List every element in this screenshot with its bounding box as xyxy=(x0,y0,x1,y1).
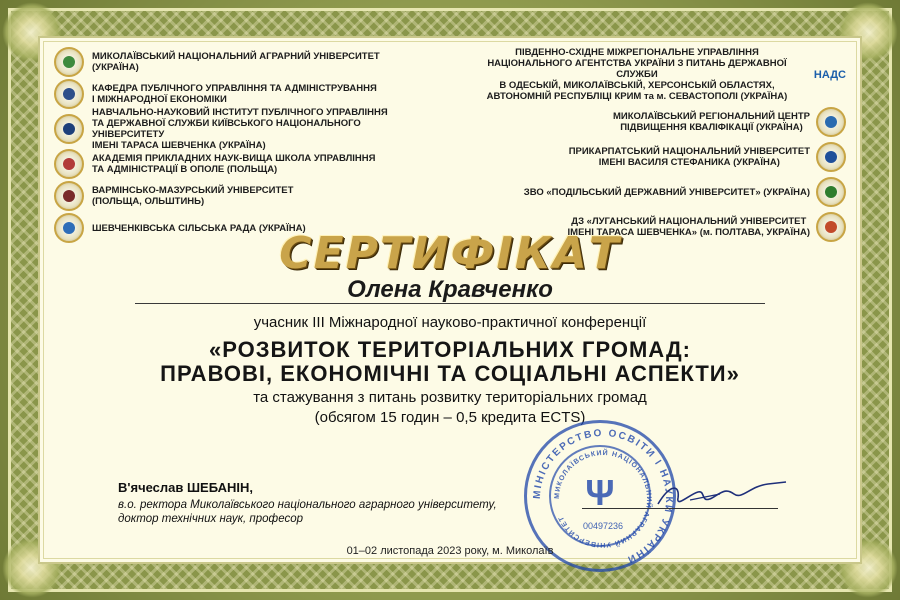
certificate-title: СЕРТИФІКАТ xyxy=(279,228,621,279)
department-logo-icon xyxy=(54,79,84,109)
signer-name: В'ячеслав ШЕБАНІН, xyxy=(118,480,253,495)
internship-text: та стажування з питань розвитку територіальних громад xyxy=(253,389,647,406)
org-name: ШЕВЧЕНКІВСЬКА СІЛЬСЬКА РАДА (УКРАЇНА) xyxy=(92,222,306,234)
org-name: ДЗ «ЛУГАНСЬКИЙ НАЦІОНАЛЬНИЙ УНІВЕРСИТЕТ ІМЕНІ ТАРАСА ШЕВЧЕНКА» (м. ПОЛТАВА, УКРАЇНА) xyxy=(567,216,810,238)
org-item xyxy=(466,47,846,102)
org-item xyxy=(54,107,414,151)
org-name: МИКОЛАЇВСЬКИЙ РЕГІОНАЛЬНИЙ ЦЕНТР ПІДВИЩЕННЯ КВАЛІФІКАЦІЇ (УКРАЇНА) xyxy=(613,111,810,133)
org-item xyxy=(54,47,414,77)
left-organizations xyxy=(54,47,414,245)
university-logo-icon xyxy=(816,142,846,172)
org-name: АКАДЕМІЯ ПРИКЛАДНИХ НАУК-ВИЩА ШКОЛА УПРАВЛІННЯ ТА АДМІНІСТРАЦІЇ В ОПОЛЕ (ПОЛЬЩА) xyxy=(92,153,376,175)
org-name: ВАРМІНСЬКО-МАЗУРСЬКИЙ УНІВЕРСИТЕТ (ПОЛЬЩА, ОЛЬШТИНЬ) xyxy=(92,185,294,207)
org-name: МИКОЛАЇВСЬКИЙ НАЦІОНАЛЬНИЙ АГРАРНИЙ УНІВЕРСИТЕТ (УКРАЇНА) xyxy=(92,51,380,73)
org-item xyxy=(54,149,414,179)
hours-text: (обсягом 15 годин – 0,5 кредита ECTS) xyxy=(314,409,586,426)
org-item xyxy=(54,181,414,211)
academy-logo-icon xyxy=(54,149,84,179)
org-name: ПІВДЕННО-СХІДНЕ МІЖРЕГІОНАЛЬНЕ УПРАВЛІННЯ НАЦІОНАЛЬНОГО АГЕНТСТВА УКРАЇНИ З ПИТАНЬ ДЕРЖАВНОЇ СЛУЖБИ В ОДЕСЬКІЙ, МИКОЛАЇВСЬКІЙ, ХЕРСОНСЬКІЙ ОБЛАСТЯХ, АВТОНОМНІЙ РЕСПУБЛІЦІ КРИМ та м. СЕВАСТОПОЛІ (УКРАЇНА) xyxy=(486,47,788,102)
org-name: КАФЕДРА ПУБЛІЧНОГО УПРАВЛІННЯ ТА АДМІНІСТРУВАННЯ І МІЖНАРОДНОЇ ЕКОНОМІКИ xyxy=(92,83,377,105)
university-crest-icon xyxy=(54,181,84,211)
university-crest-icon xyxy=(816,177,846,207)
signer-role: в.о. ректора Миколаївського національного аграрного університету, доктор технічних наук, професор xyxy=(118,499,497,525)
signer-block xyxy=(118,480,538,526)
name-underline xyxy=(135,303,765,304)
nads-logo-icon: НАДС xyxy=(813,68,846,81)
trident-icon: Ψ xyxy=(585,472,615,514)
org-item xyxy=(54,79,414,109)
right-organizations xyxy=(466,47,846,247)
signature-line xyxy=(582,508,778,509)
org-name: НАВЧАЛЬНО-НАУКОВИЙ ІНСТИТУТ ПУБЛІЧНОГО УПРАВЛІННЯ ТА ДЕРЖАВНОЇ СЛУЖБИ КИЇВСЬКОГО НАЦІОНАЛЬНОГО УНІВЕРСИТЕТУ ІМЕНІ ТАРАСА ШЕВЧЕНКА (УКРАЇНА) xyxy=(92,107,388,151)
org-item xyxy=(466,107,846,137)
recipient-name: Олена Кравченко xyxy=(347,276,553,303)
regional-center-logo-icon xyxy=(816,107,846,137)
org-item xyxy=(466,142,846,172)
university-logo-icon xyxy=(54,47,84,77)
org-item xyxy=(466,177,846,207)
institute-logo-icon xyxy=(54,114,84,144)
stamp-outer-text: МІНІСТЕРСТВО ОСВІТИ І НАУКИ УКРАЇНИ xyxy=(531,427,675,566)
org-name: ЗВО «ПОДІЛЬСЬКИЙ ДЕРЖАВНИЙ УНІВЕРСИТЕТ» (УКРАЇНА) xyxy=(523,186,810,198)
org-name: ПРИКАРПАТСЬКИЙ НАЦІОНАЛЬНИЙ УНІВЕРСИТЕТ ІМЕНІ ВАСИЛЯ СТЕФАНИКА (УКРАЇНА) xyxy=(568,146,810,168)
stamp-inner-text: МИКОЛАЇВСЬКИЙ НАЦІОНАЛЬНИЙ АГРАРНИЙ УНІВЕРСИТЕТ xyxy=(553,449,653,549)
stamp-code: 00497236 xyxy=(582,521,624,531)
date-place: 01–02 листопада 2023 року, м. Миколаїв xyxy=(346,545,554,557)
conference-title: «РОЗВИТОК ТЕРИТОРІАЛЬНИХ ГРОМАД: ПРАВОВІ, ЕКОНОМІЧНІ ТА СОЦІАЛЬНІ АСПЕКТИ» xyxy=(160,337,740,386)
participation-text: учасник III Міжнародної науково-практичної конференції xyxy=(253,314,647,331)
